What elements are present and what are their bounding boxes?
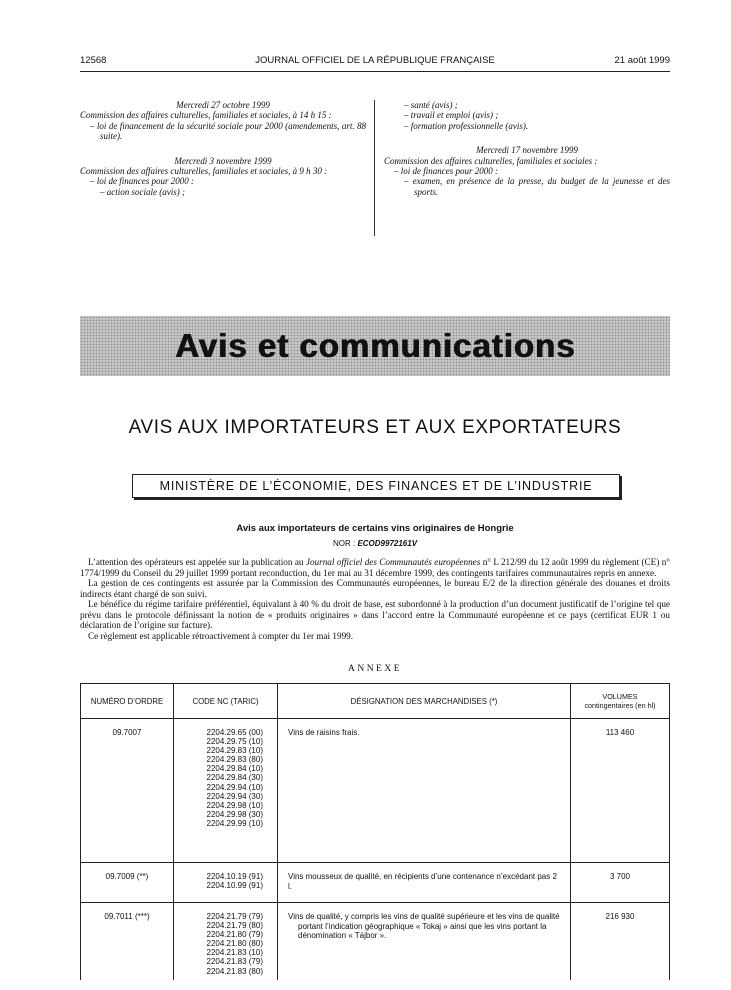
- nc-code: 2204.21.79 (79): [206, 912, 263, 921]
- nc-code: 2204.21.83 (10): [206, 948, 263, 958]
- nc-code: 2204.29.98 (30): [206, 809, 263, 819]
- table-header-row: [81, 684, 670, 719]
- nc-code: 2204.29.98 (10): [206, 800, 263, 810]
- quota-table: [80, 683, 670, 980]
- volume: 3 700: [571, 863, 670, 903]
- nc-code: 2204.29.65 (00): [206, 728, 263, 737]
- agenda-left-column: [80, 100, 366, 197]
- designation-text: Vins de qualité, y compris les vins de qualité supérieure et les vins de qualité: [288, 912, 560, 921]
- nc-codes: [174, 719, 278, 863]
- nc-code: 2204.10.99 (91): [206, 881, 263, 891]
- agenda-item: – examen, en présence de la presse, du budget de la jeunesse et des sports.: [404, 176, 670, 197]
- nc-code: 2204.29.84 (10): [206, 764, 263, 774]
- nor-code: ECOD9972161V: [357, 539, 418, 548]
- nc-code: 2204.10.19 (91): [206, 872, 263, 881]
- table-row: [81, 903, 670, 980]
- agenda-item: – loi de financement de la sécurité sociale pour 2000 (amendements, art. 88 suite).: [90, 120, 366, 142]
- order-number: 09.7011 (***): [81, 903, 174, 980]
- agenda-item: – loi de finances pour 2000 :: [90, 176, 194, 187]
- volume: 216 930: [571, 903, 670, 980]
- nc-code: 2204.29.83 (10): [206, 746, 263, 756]
- notice-body: [80, 557, 670, 641]
- header-volumes-unit: contingentaires (en hl): [584, 701, 656, 710]
- notice-text: L’attention des opérateurs est appelée sur la publication au: [88, 557, 306, 567]
- nc-codes: [174, 863, 278, 903]
- ministry-box: [132, 474, 620, 498]
- nc-code: 2204.21.80 (80): [206, 939, 263, 949]
- banner-title: Avis et communications: [174, 327, 576, 364]
- volume: 113 460: [571, 719, 670, 863]
- nc-code: 2204.21.83 (79): [206, 957, 263, 967]
- nor-label: NOR :: [332, 539, 356, 548]
- page-header: [80, 55, 670, 69]
- page-number: 12568: [80, 55, 107, 66]
- nc-code: 2204.29.94 (10): [206, 782, 263, 792]
- designation: [278, 903, 571, 980]
- agenda-commission: Commission des affaires culturelles, familiales et sociales, à 9 h 30 :: [80, 166, 328, 177]
- table-row: [81, 719, 670, 863]
- journal-reference: Journal officiel des Communautés européennes: [305, 557, 481, 567]
- nc-codes: [174, 903, 278, 980]
- notice-text: n° L 212/99 du 12 août 1999 du règlement (CE) n° 1774/1999 du Conseil du 29 juillet 1999 portant reconduction, du 1er mai au 31 décembre 1999, des contingents tarifaires communautaires repris en annexe.: [80, 557, 670, 578]
- designation: Vins de raisins frais.: [278, 719, 571, 863]
- order-number: 09.7007: [81, 719, 174, 863]
- notice-paragraph: Le bénéfice du régime tarifaire préférentiel, équivalant à 40 % du droit de base, est subordonné à la production d’un document justificatif de l’origine tel que prévu dans le protocole définissant la notion de « produits originaires » dans l’accord entre la Communauté européenne et ce pays (certificat EUR 1 ou déclaration de l’origine sur facture).: [80, 599, 670, 630]
- table-row: [81, 863, 670, 903]
- agenda-day-heading: Mercredi 3 novembre 1999: [174, 155, 272, 166]
- agenda-commission: Commission des affaires culturelles, familiales et sociales :: [384, 155, 598, 166]
- agenda-item: – santé (avis) ;: [404, 100, 458, 110]
- header-designation: DÉSIGNATION DES MARCHANDISES (*): [278, 684, 571, 719]
- agenda-item: – action sociale (avis) ;: [100, 186, 185, 197]
- header-volumes-label: VOLUMES: [602, 692, 638, 701]
- header-rule: [80, 71, 670, 72]
- agenda-item: – loi de finances pour 2000 :: [394, 166, 498, 177]
- agenda-right-column: [384, 100, 670, 197]
- notice-paragraph: La gestion de ces contingents est assurée par la Commission des Communautés européennes, le bureau E/2 de la direction générale des douanes et droits indirects étant chargé de son suivi.: [80, 578, 670, 599]
- designation-continuation: portant l’indication géographique « Tokaj » ainsi que les vins portant la dénomination « Tájbor ».: [298, 921, 547, 941]
- header-order: NUMÉRO D’ORDRE: [81, 684, 174, 719]
- column-divider: [374, 100, 375, 236]
- journal-title: JOURNAL OFFICIEL DE LA RÉPUBLIQUE FRANÇAISE: [255, 55, 495, 66]
- nc-code: 2204.21.80 (79): [206, 930, 263, 940]
- header-code: CODE NC (TARIC): [174, 684, 278, 719]
- nor-reference: [80, 539, 670, 548]
- agenda-item: – travail et emploi (avis) ;: [404, 110, 499, 121]
- notice-title: Avis aux importateurs de certains vins originaires de Hongrie: [236, 523, 514, 534]
- nc-code: 2204.21.83 (80): [206, 966, 263, 976]
- agenda-item: – formation professionnelle (avis).: [404, 120, 529, 131]
- nc-code: 2204.29.83 (80): [206, 755, 263, 765]
- order-number: 09.7009 (**): [81, 863, 174, 903]
- nc-code: 2204.29.94 (30): [206, 791, 263, 801]
- agenda-day-heading: Mercredi 27 octobre 1999: [176, 100, 270, 110]
- agenda-day-heading: Mercredi 17 novembre 1999: [476, 145, 578, 156]
- nc-code: 2204.29.75 (10): [206, 737, 263, 747]
- header-volumes: [571, 684, 670, 719]
- nc-code: 2204.21.79 (80): [206, 921, 263, 931]
- nc-code: 2204.29.99 (10): [206, 818, 263, 828]
- ministry-name: MINISTÈRE DE L’ÉCONOMIE, DES FINANCES ET DE L’INDUSTRIE: [159, 479, 593, 493]
- notice-paragraph: [80, 557, 670, 578]
- designation: Vins mousseux de qualité, en récipients d’une contenance n’excédant pas 2 l.: [278, 863, 571, 903]
- agenda-commission: Commission des affaires culturelles, familiales et sociales, à 14 h 15 :: [80, 110, 332, 121]
- section-heading: AVIS AUX IMPORTATEURS ET AUX EXPORTATEURS: [128, 417, 622, 438]
- notice-paragraph: Ce règlement est applicable rétroactivement à compter du 1er mai 1999.: [88, 630, 354, 641]
- section-banner: [80, 316, 670, 376]
- nc-code: 2204.29.84 (30): [206, 773, 263, 783]
- issue-date: 21 août 1999: [614, 55, 670, 66]
- annexe-label: ANNEXE: [347, 664, 403, 674]
